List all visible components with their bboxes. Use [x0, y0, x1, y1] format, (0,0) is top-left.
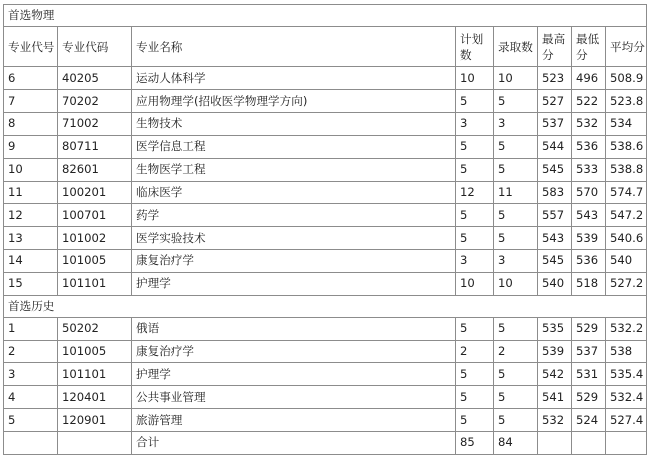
cell-max-score: 535	[538, 317, 572, 340]
cell-code: 6	[4, 67, 58, 90]
total-label: 合计	[132, 431, 456, 454]
cell-admitted: 11	[494, 181, 538, 204]
cell-min-score: 536	[572, 250, 606, 273]
cell-plan: 5	[456, 363, 494, 386]
cell-major-name: 生物医学工程	[132, 158, 456, 181]
table-row	[4, 363, 647, 386]
cell-major-name: 医学实验技术	[132, 227, 456, 250]
cell-major-code: 71002	[58, 113, 132, 136]
column-header-max-score: 最高分	[538, 27, 572, 67]
cell-admitted: 3	[494, 113, 538, 136]
cell-min-score	[572, 431, 606, 454]
cell-code: 4	[4, 386, 58, 409]
cell-max-score: 557	[538, 204, 572, 227]
cell-plan: 5	[456, 409, 494, 432]
cell-avg-score: 527.2	[606, 272, 647, 295]
cell-plan: 5	[456, 317, 494, 340]
cell-admitted: 5	[494, 317, 538, 340]
section-title: 首选物理	[4, 5, 647, 27]
cell-avg-score: 534	[606, 113, 647, 136]
cell-major-code: 82601	[58, 158, 132, 181]
column-header-major-code: 专业代码	[58, 27, 132, 67]
cell-plan: 3	[456, 113, 494, 136]
cell-major-name: 旅游管理	[132, 409, 456, 432]
cell-min-score: 496	[572, 67, 606, 90]
cell-max-score: 537	[538, 113, 572, 136]
cell-min-score: 533	[572, 158, 606, 181]
cell-max-score: 583	[538, 181, 572, 204]
cell-admitted: 5	[494, 386, 538, 409]
cell-code: 15	[4, 272, 58, 295]
admission-score-table	[3, 4, 647, 455]
table-row	[4, 67, 647, 90]
table-row	[4, 386, 647, 409]
cell-admitted: 5	[494, 135, 538, 158]
cell-avg-score: 523.8	[606, 90, 647, 113]
cell-admitted: 5	[494, 409, 538, 432]
cell-admitted: 5	[494, 158, 538, 181]
cell-admitted: 2	[494, 340, 538, 363]
cell-major-code: 120401	[58, 386, 132, 409]
cell-major-code: 101101	[58, 363, 132, 386]
cell-major-name: 应用物理学(招收医学物理学方向)	[132, 90, 456, 113]
cell-code: 10	[4, 158, 58, 181]
cell-max-score: 543	[538, 227, 572, 250]
table-row	[4, 227, 647, 250]
cell-max-score: 545	[538, 158, 572, 181]
total-admitted: 84	[494, 431, 538, 454]
cell-plan: 3	[456, 250, 494, 273]
cell-min-score: 529	[572, 386, 606, 409]
cell-min-score: 529	[572, 317, 606, 340]
cell-avg-score: 538.6	[606, 135, 647, 158]
cell-max-score: 540	[538, 272, 572, 295]
column-header-min-score: 最低分	[572, 27, 606, 67]
cell-avg-score	[606, 431, 647, 454]
cell-major-name: 临床医学	[132, 181, 456, 204]
cell-admitted: 5	[494, 90, 538, 113]
cell-avg-score: 540	[606, 250, 647, 273]
column-header-admitted: 录取数	[494, 27, 538, 67]
table-row	[4, 181, 647, 204]
cell-avg-score: 540.6	[606, 227, 647, 250]
table-row	[4, 204, 647, 227]
cell-major-name: 公共事业管理	[132, 386, 456, 409]
table-row	[4, 317, 647, 340]
cell-admitted: 5	[494, 227, 538, 250]
cell-min-score: 536	[572, 135, 606, 158]
cell-avg-score: 538.8	[606, 158, 647, 181]
cell-plan: 12	[456, 181, 494, 204]
cell-avg-score: 532.4	[606, 386, 647, 409]
cell-code: 9	[4, 135, 58, 158]
cell-admitted: 3	[494, 250, 538, 273]
cell-major-name: 康复治疗学	[132, 250, 456, 273]
cell-major-code: 120901	[58, 409, 132, 432]
cell-plan: 10	[456, 272, 494, 295]
cell-major-name: 护理学	[132, 363, 456, 386]
cell-code	[4, 431, 58, 454]
cell-max-score: 532	[538, 409, 572, 432]
cell-max-score: 545	[538, 250, 572, 273]
cell-max-score: 544	[538, 135, 572, 158]
cell-major-code: 101005	[58, 340, 132, 363]
cell-major-name: 运动人体科学	[132, 67, 456, 90]
cell-code: 12	[4, 204, 58, 227]
cell-avg-score: 532.2	[606, 317, 647, 340]
cell-min-score: 543	[572, 204, 606, 227]
section-row	[4, 5, 647, 27]
cell-max-score: 539	[538, 340, 572, 363]
cell-min-score: 522	[572, 90, 606, 113]
cell-code: 7	[4, 90, 58, 113]
cell-major-code: 50202	[58, 317, 132, 340]
cell-plan: 5	[456, 158, 494, 181]
cell-code: 8	[4, 113, 58, 136]
column-header-code: 专业代号	[4, 27, 58, 67]
cell-major-name: 康复治疗学	[132, 340, 456, 363]
cell-max-score: 527	[538, 90, 572, 113]
cell-admitted: 10	[494, 272, 538, 295]
cell-code: 3	[4, 363, 58, 386]
table-row	[4, 158, 647, 181]
cell-max-score: 542	[538, 363, 572, 386]
cell-max-score	[538, 431, 572, 454]
cell-code: 11	[4, 181, 58, 204]
cell-major-code: 101005	[58, 250, 132, 273]
cell-major-name: 护理学	[132, 272, 456, 295]
cell-min-score: 537	[572, 340, 606, 363]
cell-plan: 10	[456, 67, 494, 90]
cell-plan: 5	[456, 386, 494, 409]
cell-major-name: 医学信息工程	[132, 135, 456, 158]
cell-code: 14	[4, 250, 58, 273]
header-row	[4, 27, 647, 67]
cell-plan: 5	[456, 227, 494, 250]
cell-min-score: 570	[572, 181, 606, 204]
cell-major-code: 40205	[58, 67, 132, 90]
cell-admitted: 5	[494, 204, 538, 227]
cell-major-code: 101101	[58, 272, 132, 295]
cell-major-code: 70202	[58, 90, 132, 113]
table-row	[4, 250, 647, 273]
cell-admitted: 5	[494, 363, 538, 386]
cell-code: 13	[4, 227, 58, 250]
cell-min-score: 531	[572, 363, 606, 386]
section-row	[4, 295, 647, 317]
cell-major-code: 80711	[58, 135, 132, 158]
column-header-plan: 计划数	[456, 27, 494, 67]
cell-max-score: 523	[538, 67, 572, 90]
cell-avg-score: 508.9	[606, 67, 647, 90]
cell-code: 1	[4, 317, 58, 340]
cell-min-score: 518	[572, 272, 606, 295]
table-row	[4, 113, 647, 136]
cell-avg-score: 547.2	[606, 204, 647, 227]
section-title: 首选历史	[4, 295, 647, 317]
cell-min-score: 532	[572, 113, 606, 136]
table-row	[4, 135, 647, 158]
cell-plan: 5	[456, 90, 494, 113]
cell-major-name: 生物技术	[132, 113, 456, 136]
cell-major-name: 俄语	[132, 317, 456, 340]
table-row	[4, 340, 647, 363]
total-row	[4, 431, 647, 454]
column-header-avg-score: 平均分	[606, 27, 647, 67]
cell-major-code	[58, 431, 132, 454]
cell-major-code: 100201	[58, 181, 132, 204]
cell-admitted: 10	[494, 67, 538, 90]
table-body	[4, 5, 647, 455]
cell-major-code: 101002	[58, 227, 132, 250]
total-plan: 85	[456, 431, 494, 454]
cell-plan: 2	[456, 340, 494, 363]
cell-avg-score: 527.4	[606, 409, 647, 432]
table-row	[4, 272, 647, 295]
cell-avg-score: 535.4	[606, 363, 647, 386]
cell-min-score: 539	[572, 227, 606, 250]
cell-min-score: 524	[572, 409, 606, 432]
cell-code: 5	[4, 409, 58, 432]
cell-max-score: 541	[538, 386, 572, 409]
cell-major-code: 100701	[58, 204, 132, 227]
cell-code: 2	[4, 340, 58, 363]
table-row	[4, 90, 647, 113]
cell-plan: 5	[456, 204, 494, 227]
cell-avg-score: 538	[606, 340, 647, 363]
cell-avg-score: 574.7	[606, 181, 647, 204]
column-header-major-name: 专业名称	[132, 27, 456, 67]
cell-plan: 5	[456, 135, 494, 158]
cell-major-name: 药学	[132, 204, 456, 227]
table-row	[4, 409, 647, 432]
